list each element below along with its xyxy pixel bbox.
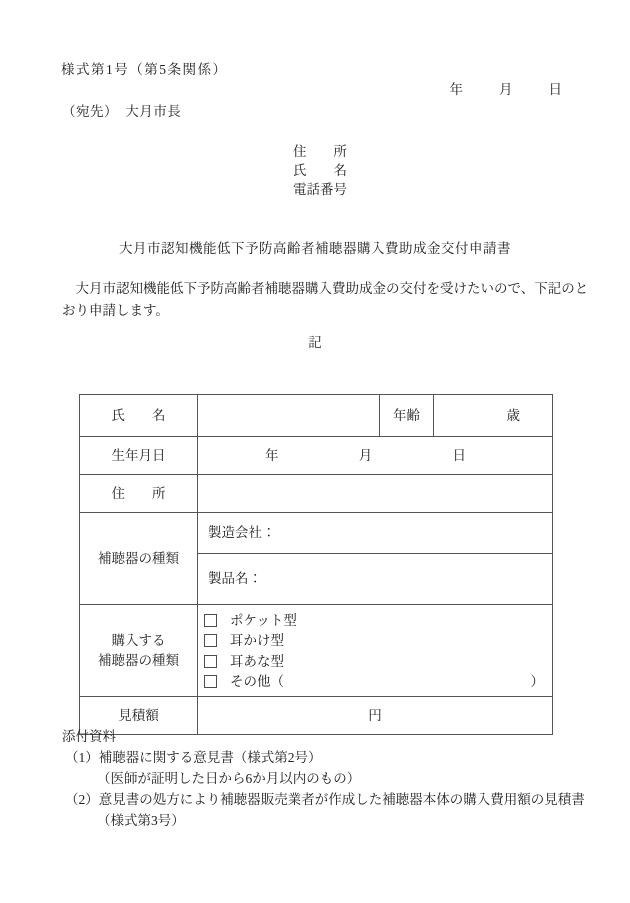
body-paragraph-line: 大月市認知機能低下予防高齢者補聴器購入費助成金の交付を受けたいので、下記のと [62, 281, 589, 296]
attachment-item: （2）意見書の処方により補聴器販売業者が作成した補聴器本体の購入費用額の見積書 [65, 792, 585, 807]
estimate-label-cell: 見積額 [80, 697, 198, 735]
birthdate-year-label: 年 [265, 447, 279, 463]
birthdate-month-label: 月 [358, 447, 373, 463]
option-label: 耳かけ型 [230, 633, 284, 648]
applicant-address-label: 住 所 [293, 144, 347, 159]
name-input-cell[interactable] [198, 395, 380, 437]
attachment-item: （1）補聴器に関する意見書（様式第2号） [65, 750, 322, 765]
addressee-line: （宛先） 大月市長 [62, 104, 182, 119]
age-input-cell[interactable] [434, 395, 553, 437]
date-line [450, 83, 563, 97]
checkbox-unchecked-icon[interactable] [204, 614, 217, 627]
birthdate-day-label: 日 [452, 447, 466, 463]
attachments-heading: 添付資料 [62, 729, 116, 744]
birthdate-input-cell[interactable] [198, 437, 553, 475]
checkbox-unchecked-icon[interactable] [204, 675, 217, 688]
address-input-cell[interactable] [198, 475, 553, 513]
applicant-block [293, 142, 347, 199]
option-behind-ear-type [204, 631, 546, 652]
applicant-phone-label: 電話番号 [293, 182, 347, 197]
option-in-ear-type [204, 651, 546, 672]
option-other-type [204, 672, 546, 693]
document-title: 大月市認知機能低下予防高齢者補聴器購入費助成金交付申請書 [119, 241, 511, 256]
table-row [80, 513, 553, 554]
other-close-paren: ） [530, 674, 544, 689]
option-pocket-type [204, 610, 546, 631]
address-label-cell: 住 所 [80, 475, 198, 513]
record-marker: 記 [308, 335, 322, 350]
body-paragraph-line: おり申請します。 [62, 303, 169, 318]
product-name-label: 製品名： [208, 571, 262, 587]
purchase-type-label-line: 購入する [111, 632, 166, 648]
body-paragraph [62, 278, 589, 322]
form-number: 様式第1号（第5条関係） [61, 62, 228, 77]
age-label-cell: 年齢 [380, 395, 434, 437]
option-label: 耳あな型 [230, 653, 284, 669]
option-label: その他（ [230, 674, 284, 689]
product-name-input-cell[interactable] [198, 554, 553, 605]
applicant-name-label: 氏 名 [293, 163, 347, 178]
checkbox-unchecked-icon[interactable] [204, 655, 217, 668]
manufacturer-input-cell[interactable] [198, 513, 553, 554]
table-row [80, 437, 553, 475]
application-table [79, 394, 553, 735]
attachments-section [62, 726, 585, 831]
age-unit-label: 歳 [506, 407, 520, 423]
device-type-label-cell: 補聴器の種類 [80, 513, 198, 605]
checkbox-unchecked-icon[interactable] [204, 634, 217, 647]
attachment-item-note: （様式第3号） [97, 813, 185, 828]
estimate-unit-label: 円 [368, 707, 382, 723]
name-label-cell: 氏 名 [80, 395, 198, 437]
purchase-type-options-cell [198, 605, 553, 697]
option-label: ポケット型 [230, 612, 297, 628]
purchase-type-label-line: 補聴器の種類 [98, 652, 179, 668]
date-day-label: 日 [548, 82, 562, 97]
purchase-type-label-cell [80, 605, 198, 697]
date-year-label: 年 [449, 82, 463, 97]
manufacturer-label: 製造会社： [208, 525, 276, 541]
table-row [80, 605, 553, 697]
birthdate-label-cell: 生年月日 [80, 437, 198, 475]
date-month-label: 月 [499, 82, 513, 97]
table-row [80, 475, 553, 513]
attachment-item-note: （医師が証明した日から6か月以内のもの） [97, 771, 361, 786]
table-row [80, 395, 553, 437]
